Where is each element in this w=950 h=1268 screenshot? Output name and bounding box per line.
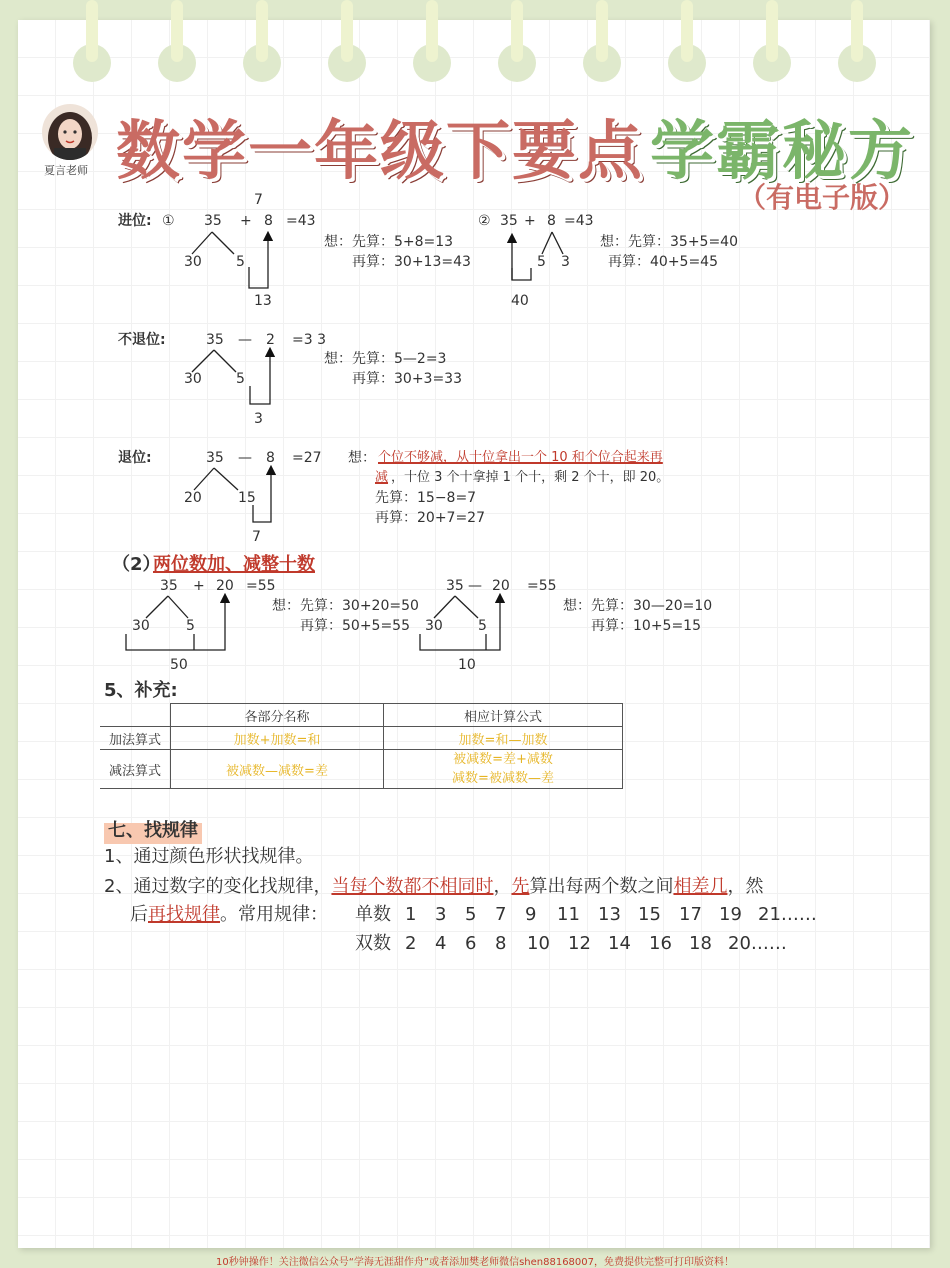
section2-number: （2） xyxy=(112,554,161,575)
carry-ex2-result: =43 xyxy=(564,213,594,229)
even-num: 4 xyxy=(435,933,447,954)
section2-ex2-a: 35 xyxy=(446,578,464,594)
carry-ex1-op: + xyxy=(240,213,252,229)
section2-ex2-b: 20 xyxy=(492,578,510,594)
row-parts: 被减数—减数=差 xyxy=(171,750,384,789)
carry-label: 进位: xyxy=(118,213,152,229)
supplement-title: 5、补充: xyxy=(104,680,178,701)
patterns-item-1: 1、通过颜色形状找规律。 xyxy=(104,846,314,867)
section2-ex2-split-r: 5 xyxy=(478,618,487,634)
patterns-item-2-cont xyxy=(130,906,328,924)
no-borrow-op: — xyxy=(238,332,252,348)
row-formula xyxy=(384,750,623,789)
row-formula-line: 减数=被减数—差 xyxy=(452,771,554,786)
odd-num: 3 xyxy=(435,904,447,925)
carry-ex2-op: + xyxy=(524,213,536,229)
odd-num: 7 xyxy=(495,904,507,925)
odd-num: 15 xyxy=(638,904,661,925)
even-num: 14 xyxy=(608,933,631,954)
section2-ex1-split-r: 5 xyxy=(186,618,195,634)
carry-ex2-think: 想：先算：35+5=40 xyxy=(600,234,738,250)
borrow-think-prefix: 想： xyxy=(348,450,376,466)
table-row xyxy=(100,727,623,750)
page-subtitle: （有电子版） xyxy=(738,181,907,214)
carry-ex2-b: 8 xyxy=(547,213,556,229)
carry-ex1-split-r: 5 xyxy=(236,254,245,270)
carry-ex1-bottom: 13 xyxy=(254,293,272,309)
borrow-bottom: 7 xyxy=(252,529,261,545)
text-segment: 后 xyxy=(130,904,148,925)
borrow-split-r: 15 xyxy=(238,490,256,506)
table-header-cell: 各部分名称 xyxy=(171,704,384,727)
odd-num: 1 xyxy=(405,904,417,925)
carry-ex1-think: 想：先算：5+8=13 xyxy=(324,234,454,250)
text-segment: 。常用规律： xyxy=(220,904,328,925)
carry-ex2-split-r: 3 xyxy=(561,254,570,270)
odd-num: 17 xyxy=(679,904,702,925)
table-header-row xyxy=(100,704,623,727)
odd-label: 单数 xyxy=(355,904,391,925)
table-row xyxy=(100,750,623,789)
borrow-label: 退位: xyxy=(118,450,152,466)
row-name: 减法算式 xyxy=(100,750,171,789)
even-num: 6 xyxy=(465,933,477,954)
even-num: 10 xyxy=(527,933,550,954)
text-segment: 算出每两个数之间 xyxy=(529,876,674,897)
table-header-cell: 相应计算公式 xyxy=(384,704,623,727)
borrow-think-rest: ，十位 3 个十拿掉 1 个十，剩 2 个十，即 20。 xyxy=(391,470,670,485)
borrow-op: — xyxy=(238,450,252,466)
section2-title: 两位数加、减整十数 xyxy=(153,554,315,575)
borrow-first: 先算：15−8=7 xyxy=(375,490,477,506)
borrow-split-l: 20 xyxy=(184,490,202,506)
even-num: 16 xyxy=(649,933,672,954)
section2-ex2-split-l: 30 xyxy=(425,618,443,634)
supplement-table xyxy=(100,703,623,789)
no-borrow-a: 35 xyxy=(206,332,224,348)
text-segment: ， xyxy=(493,876,512,897)
section2-ex2-then: 再算：10+5=15 xyxy=(591,618,701,634)
row-formula-line: 被减数=差+减数 xyxy=(453,752,553,767)
section2-ex2-bottom: 10 xyxy=(458,657,476,673)
row-parts: 加数+加数=和 xyxy=(171,727,384,750)
section2-ex1-op: + xyxy=(193,578,205,594)
section2-ex1-a: 35 xyxy=(160,578,178,594)
carry-ex1-marker: ① xyxy=(162,213,175,229)
table-header-cell xyxy=(100,704,171,727)
no-borrow-then: 再算：30+3=33 xyxy=(352,371,462,387)
section2-ex2-result: =55 xyxy=(527,578,557,594)
borrow-b: 8 xyxy=(266,450,275,466)
section2-ex1-bottom: 50 xyxy=(170,657,188,673)
section2-ex1-then: 再算：50+5=55 xyxy=(300,618,410,634)
borrow-think-highlight: 个位不够减，从十位拿出一个 10 和个位合起来再 xyxy=(378,450,663,465)
section2-ex1-b: 20 xyxy=(216,578,234,594)
patterns-title: 七、找规律 xyxy=(104,814,202,844)
borrow-a: 35 xyxy=(206,450,224,466)
carry-ex1-split-l: 30 xyxy=(184,254,202,270)
no-borrow-think: 想：先算：5—2=3 xyxy=(324,351,447,367)
even-num: 8 xyxy=(495,933,507,954)
carry-ex2-split-l: 5 xyxy=(537,254,546,270)
borrow-think-highlight-2: 减 xyxy=(375,470,389,485)
odd-num: 19 xyxy=(719,904,742,925)
row-formula: 加数=和—加数 xyxy=(384,727,623,750)
carry-ex1-result: =43 xyxy=(286,213,316,229)
no-borrow-result: =3 3 xyxy=(292,332,326,348)
text-segment: 2、通过数字的变化找规律， xyxy=(104,876,332,897)
even-num: 12 xyxy=(568,933,591,954)
even-num: 2 xyxy=(405,933,417,954)
no-borrow-b: 2 xyxy=(266,332,275,348)
carry-ex1-b: 8 xyxy=(264,213,273,229)
section2-ex1-result: =55 xyxy=(246,578,276,594)
highlight-segment: 当每个数都不相同时 xyxy=(331,876,494,897)
patterns-item-2 xyxy=(104,878,763,896)
carry-ex2-bottom: 40 xyxy=(511,293,529,309)
carry-ex2-then: 再算：40+5=45 xyxy=(608,254,718,270)
even-num: 18 xyxy=(689,933,712,954)
carry-ex1-top: 7 xyxy=(254,192,263,208)
highlight-segment: 先 xyxy=(511,876,530,897)
section2-ex1-split-l: 30 xyxy=(132,618,150,634)
page-title: 数学一年级下要点 xyxy=(116,115,644,189)
section2-ex1-think: 想：先算：30+20=50 xyxy=(272,598,419,614)
carry-ex2-a: 35 xyxy=(500,213,518,229)
carry-ex1-a: 35 xyxy=(204,213,222,229)
odd-num: 11 xyxy=(557,904,580,925)
odd-num: 21…… xyxy=(758,904,817,925)
section2-ex2-think: 想：先算：30—20=10 xyxy=(563,598,713,614)
highlight-segment: 再找规律 xyxy=(148,904,220,925)
odd-num: 9 xyxy=(525,904,537,925)
borrow-then: 再算：20+7=27 xyxy=(375,510,485,526)
no-borrow-bottom: 3 xyxy=(254,411,263,427)
page-title-highlight: 学霸秘方 xyxy=(650,115,914,189)
no-borrow-split-l: 30 xyxy=(184,371,202,387)
row-name: 加法算式 xyxy=(100,727,171,750)
avatar-caption: 夏言老师 xyxy=(44,164,88,177)
even-label: 双数 xyxy=(355,933,391,954)
highlight-segment: 相差几 xyxy=(673,876,728,897)
borrow-result: =27 xyxy=(292,450,322,466)
text-segment: ，然 xyxy=(727,876,764,897)
carry-ex2-marker: ② xyxy=(478,213,491,229)
odd-num: 5 xyxy=(465,904,477,925)
section2-ex2-op: — xyxy=(468,578,482,594)
no-borrow-split-r: 5 xyxy=(236,371,245,387)
carry-ex1-then: 再算：30+13=43 xyxy=(352,254,471,270)
odd-num: 13 xyxy=(598,904,621,925)
no-borrow-label: 不退位: xyxy=(118,332,166,348)
even-num: 20…… xyxy=(728,933,787,954)
footer-notice: 10秒钟操作！关注微信公众号“学海无涯甜作舟”或者添加樊老师微信shen88168007，免费提供完整可打印版资料！ xyxy=(215,1257,735,1268)
